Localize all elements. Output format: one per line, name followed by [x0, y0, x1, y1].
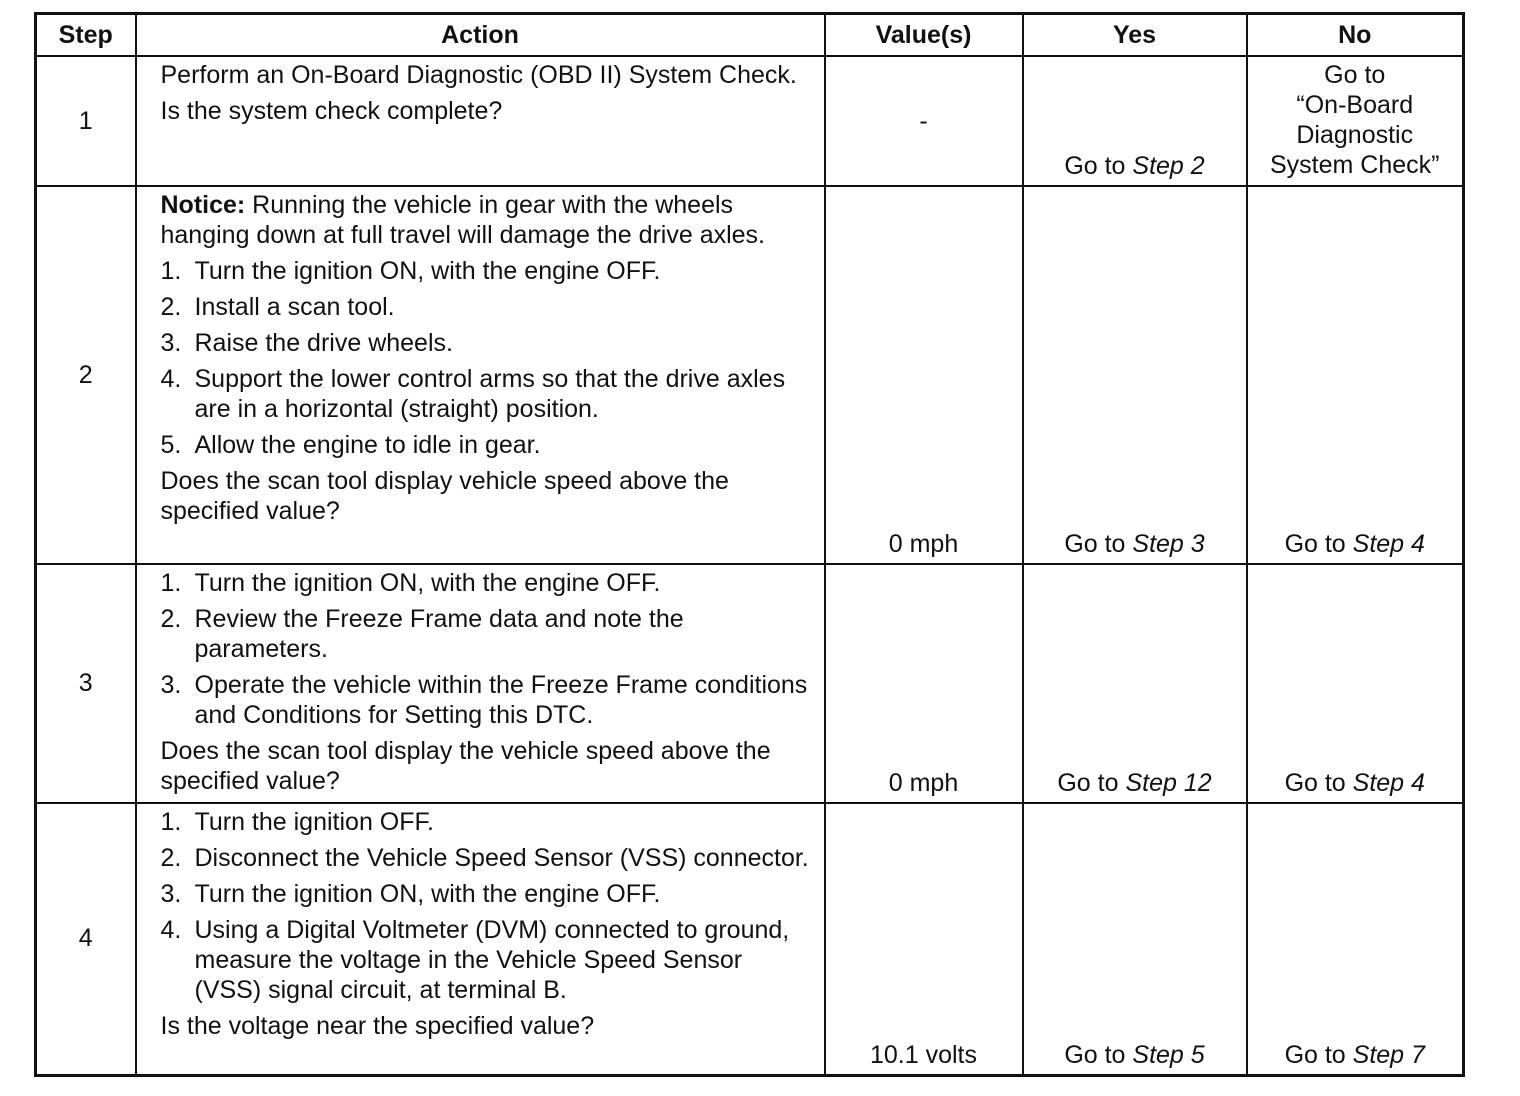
- action-cell: [136, 564, 825, 803]
- notice-label: Notice:: [160, 191, 246, 219]
- no-cell: [1247, 186, 1464, 564]
- item-text: Install a scan tool.: [194, 293, 395, 321]
- no-line: Diagnostic: [1296, 121, 1414, 149]
- goto-step-ref: Step 2: [1132, 152, 1205, 180]
- item-number: 5.: [160, 431, 182, 459]
- yes-cell: [1023, 186, 1247, 564]
- action-cell: [136, 186, 825, 564]
- instruction-list: [161, 568, 812, 730]
- action-question: Does the scan tool display vehicle speed above the specified value?: [160, 467, 729, 525]
- item-number: 4.: [160, 916, 182, 944]
- item-text: Turn the ignition ON, with the engine OFF.: [194, 880, 661, 908]
- list-item: [161, 430, 812, 460]
- item-text: Disconnect the Vehicle Speed Sensor (VSS) connector.: [194, 844, 809, 872]
- instruction-list: [161, 807, 812, 1005]
- item-text: Review the Freeze Frame data and note the parameters.: [194, 605, 684, 663]
- list-item: [161, 915, 812, 1005]
- table-row: [36, 56, 1464, 186]
- value-cell: -: [825, 56, 1023, 186]
- action-intro: Perform an On-Board Diagnostic (OBD II) System Check.: [160, 61, 797, 89]
- item-number: 4.: [160, 365, 182, 393]
- item-number: 2.: [160, 844, 182, 872]
- goto-step-ref: Step 12: [1125, 769, 1212, 797]
- step-number: 1: [36, 56, 136, 186]
- header-yes: Yes: [1023, 14, 1247, 57]
- item-text: Raise the drive wheels.: [194, 329, 453, 357]
- list-item: [161, 670, 812, 730]
- list-item: [161, 328, 812, 358]
- list-item: [161, 256, 812, 286]
- item-number: 1.: [160, 569, 182, 597]
- no-line: “On-Board: [1296, 91, 1414, 119]
- yes-cell: [1023, 564, 1247, 803]
- item-text: Allow the engine to idle in gear.: [194, 431, 541, 459]
- no-line: Go to: [1324, 61, 1386, 89]
- action-question: Does the scan tool display the vehicle speed above the specified value?: [160, 737, 771, 795]
- no-cell: [1247, 56, 1464, 186]
- item-number: 2.: [160, 605, 182, 633]
- item-text: Turn the ignition OFF.: [194, 808, 434, 836]
- header-values: Value(s): [825, 14, 1023, 57]
- item-number: 1.: [160, 808, 182, 836]
- goto-prefix: Go to: [1284, 769, 1353, 797]
- item-number: 3.: [160, 329, 182, 357]
- instruction-list: [161, 256, 812, 460]
- no-cell: [1247, 564, 1464, 803]
- goto-prefix: Go to: [1057, 769, 1126, 797]
- item-text: Turn the ignition ON, with the engine OFF.: [194, 569, 661, 597]
- header-no: No: [1247, 14, 1464, 57]
- goto-prefix: Go to: [1064, 530, 1133, 558]
- goto-step-ref: Step 3: [1132, 530, 1205, 558]
- notice-text: Running the vehicle in gear with the wheels hanging down at full travel will damage the drive axles.: [160, 191, 766, 249]
- header-action: Action: [136, 14, 825, 57]
- table-row: [36, 186, 1464, 564]
- goto-step-ref: Step 5: [1132, 1040, 1205, 1069]
- step-number: 3: [36, 564, 136, 803]
- value-cell: 10.1 volts: [825, 803, 1023, 1075]
- goto-step-ref: Step 4: [1352, 769, 1425, 797]
- item-number: 1.: [160, 257, 182, 285]
- step-number: 2: [36, 186, 136, 564]
- action-cell: [136, 56, 825, 186]
- goto-step-ref: Step 4: [1352, 530, 1425, 558]
- yes-cell: [1023, 803, 1247, 1075]
- notice: [161, 190, 812, 250]
- action-question: Is the voltage near the specified value?: [160, 1012, 595, 1040]
- action-question: Is the system check complete?: [160, 97, 503, 125]
- goto-step-ref: Step 7: [1352, 1040, 1425, 1069]
- item-text: Using a Digital Voltmeter (DVM) connected to ground, measure the voltage in the Vehicle Speed Sensor (VSS) signal circuit, at terminal B.: [194, 916, 790, 1004]
- list-item: [161, 568, 812, 598]
- item-number: 2.: [160, 293, 182, 321]
- list-item: [161, 879, 812, 909]
- item-text: Operate the vehicle within the Freeze Frame conditions and Conditions for Setting this DTC.: [194, 671, 808, 729]
- list-item: [161, 604, 812, 664]
- goto-prefix: Go to: [1064, 152, 1133, 180]
- header-step: Step: [36, 14, 136, 57]
- value-cell: 0 mph: [825, 564, 1023, 803]
- goto-prefix: Go to: [1064, 1040, 1133, 1069]
- no-cell: [1247, 803, 1464, 1075]
- goto-prefix: Go to: [1284, 530, 1353, 558]
- step-number: 4: [36, 803, 136, 1075]
- action-cell: [136, 803, 825, 1075]
- table-row: [36, 803, 1464, 1075]
- header-row: [36, 14, 1464, 57]
- list-item: [161, 843, 812, 873]
- item-text: Support the lower control arms so that the drive axles are in a horizontal (straight) position.: [194, 365, 786, 423]
- yes-cell: [1023, 56, 1247, 186]
- table-row: [36, 564, 1464, 803]
- goto-prefix: Go to: [1284, 1040, 1353, 1069]
- item-number: 3.: [160, 671, 182, 699]
- no-line: System Check”: [1270, 151, 1440, 179]
- list-item: [161, 292, 812, 322]
- diagnostic-table: [34, 12, 1465, 1077]
- item-text: Turn the ignition ON, with the engine OFF.: [194, 257, 661, 285]
- list-item: [161, 364, 812, 424]
- list-item: [161, 807, 812, 837]
- item-number: 3.: [160, 880, 182, 908]
- value-cell: 0 mph: [825, 186, 1023, 564]
